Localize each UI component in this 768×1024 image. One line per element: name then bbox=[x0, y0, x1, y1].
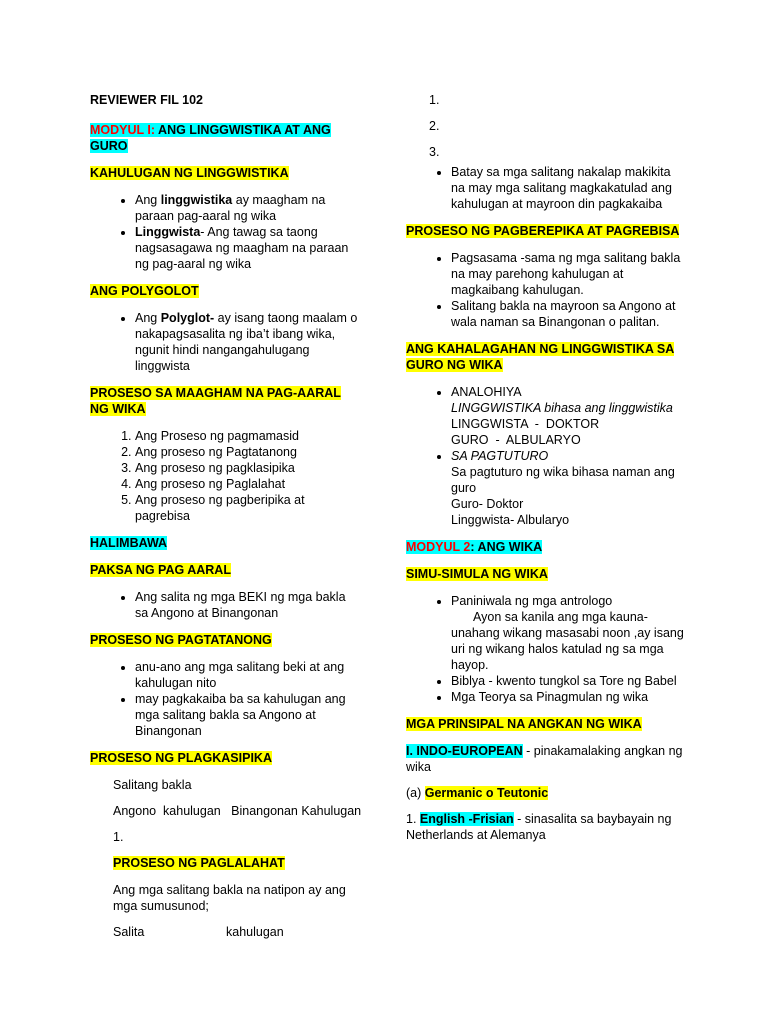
kahulugan-label: kahulugan bbox=[226, 925, 284, 939]
kahulugan-list bbox=[90, 192, 362, 272]
modyul1-heading: MODYUL I: ANG LINGGWISTIKA AT ANG GURO bbox=[90, 123, 331, 153]
paglalahat-text: Ang mga salitang bakla na natipon ay ang mga sumusunod; bbox=[113, 883, 346, 913]
kahulugan-heading: KAHULUGAN NG LINGGWISTIKA bbox=[90, 166, 289, 180]
sa-pagtuturo-line: Linggwista- Albularyo bbox=[451, 513, 570, 527]
paksa-list bbox=[90, 589, 362, 621]
list-item: • Salitang bakla na mayroon sa Angono at wala naman sa Binangonan o palitan. bbox=[451, 298, 686, 330]
angono-row: Angono kahulugan Binangonan Kahulugan bbox=[113, 804, 362, 818]
salita-row bbox=[113, 924, 362, 940]
list-item: 5. Ang proseso ng pagberipika at pagrebisa bbox=[135, 492, 362, 524]
proseso-list bbox=[90, 428, 362, 524]
number-1: 1. bbox=[113, 830, 124, 844]
list-item bbox=[451, 384, 686, 448]
list-item: • Ang salita ng mga BEKI ng mga bakla sa Angono at Binangonan bbox=[135, 589, 362, 621]
pagberepika-heading: PROSESO NG PAGBEREPIKA AT PAGREBISA bbox=[406, 224, 680, 238]
english-frisian-text: 1. English -Frisian - sinasalita sa baybayain ng Netherlands at Alemanya bbox=[406, 812, 672, 842]
list-item: 3. Ang proseso ng pagklasipika bbox=[135, 460, 362, 476]
indo-european-text: I. INDO-EUROPEAN - pinakamalaking angkan ng wika bbox=[406, 744, 683, 774]
list-item: • anu-ano ang mga salitang beki at ang kahulugan nito bbox=[135, 659, 362, 691]
proseso-heading: PROSESO SA MAAGHAM NA PAG-AARAL NG WIKA bbox=[90, 386, 341, 416]
list-item bbox=[451, 593, 686, 673]
pagtatanong-heading: PROSESO NG PAGTATANONG bbox=[90, 633, 272, 647]
germanic-text: (a) Germanic o Teutonic bbox=[406, 786, 549, 800]
sa-pagtuturo-line: Sa pagtuturo ng wika bihasa naman ang guro bbox=[451, 465, 675, 495]
polyglot-heading: ANG POLYGOLOT bbox=[90, 284, 199, 298]
left-column bbox=[90, 92, 362, 950]
salitang-bakla-text: Salitang bakla bbox=[113, 778, 192, 792]
kahalagahan-heading: ANG KAHALAGAHAN NG LINGGWISTIKA SA GURO NG WIKA bbox=[406, 342, 675, 372]
list-item: 4. Ang proseso ng Paglalahat bbox=[135, 476, 362, 492]
list-item: • Ang Polyglot- ay isang taong maalam o nakapagsasalita ng iba’t ibang wika, ngunit hindi nangangahulugang linggwista bbox=[135, 310, 362, 374]
number-item: 3. bbox=[429, 145, 440, 159]
simu-line: Ayon sa kanila ang mga kauna-unahang wikang masasabi noon ,ay isang uri ng wikang halos katulad ng sa mga hayop. bbox=[451, 610, 684, 672]
number-item: 1. bbox=[429, 93, 440, 107]
simu-heading: SIMU-SIMULA NG WIKA bbox=[406, 567, 548, 581]
salita-label: Salita bbox=[113, 925, 145, 939]
list-item bbox=[451, 448, 686, 528]
list-item: • Linggwista- Ang tawag sa taong nagsasagawa ng maagham na paraan ng pag-aaral ng wika bbox=[135, 224, 362, 272]
pagberepika-list bbox=[406, 250, 686, 330]
analohiya-line: LINGGWISTA - DOKTOR bbox=[451, 417, 600, 431]
number-item: 2. bbox=[429, 119, 440, 133]
list-item: • Ang linggwistika ay maagham na paraan pag-aaral ng wika bbox=[135, 192, 362, 224]
modyul2-heading: MODYUL 2: ANG WIKA bbox=[406, 540, 543, 554]
doc-title: REVIEWER FIL 102 bbox=[90, 93, 203, 107]
list-item: • Biblya - kwento tungkol sa Tore ng Babel bbox=[451, 673, 686, 689]
kahalagahan-list bbox=[406, 384, 686, 528]
list-item: • may pagkakaiba ba sa kahulugan ang mga salitang bakla sa Angono at Binangonan bbox=[135, 691, 362, 739]
polyglot-list bbox=[90, 310, 362, 374]
sa-pagtuturo-label: • SA PAGTUTURO bbox=[451, 449, 549, 463]
pagtatanong-list bbox=[90, 659, 362, 739]
list-item: • Mga Teorya sa Pinagmulan ng wika bbox=[451, 689, 686, 705]
paglalahat-heading: PROSESO NG PAGLALAHAT bbox=[113, 856, 285, 870]
right-column bbox=[406, 92, 686, 853]
analohiya-line: LINGGWISTIKA bihasa ang linggwistika bbox=[451, 401, 673, 415]
list-item: 2. Ang proseso ng Pagtatanong bbox=[135, 444, 362, 460]
simu-list bbox=[406, 593, 686, 705]
list-item: • Pagsasama -sama ng mga salitang bakla na may parehong kahulugan at magkaibang kahulugan. bbox=[451, 250, 686, 298]
analohiya-line: GURO - ALBULARYO bbox=[451, 433, 581, 447]
prinsipal-heading: MGA PRINSIPAL NA ANGKAN NG WIKA bbox=[406, 717, 642, 731]
analohiya-label: • ANALOHIYA bbox=[451, 385, 522, 399]
sa-pagtuturo-line: Guro- Doktor bbox=[451, 497, 524, 511]
halimbawa-heading: HALIMBAWA bbox=[90, 536, 168, 550]
plagkasipika-heading: PROSESO NG PLAGKASIPIKA bbox=[90, 751, 272, 765]
list-item: 1. Ang Proseso ng pagmamasid bbox=[135, 428, 362, 444]
batay-list bbox=[406, 164, 686, 212]
list-item: • Batay sa mga salitang nakalap makikita na may mga salitang magkakatulad ang kahulugan at mayroon din pagkakaiba bbox=[451, 164, 686, 212]
simu-line: • Paniniwala ng mga antrologo bbox=[451, 594, 613, 608]
paksa-heading: PAKSA NG PAG AARAL bbox=[90, 563, 231, 577]
